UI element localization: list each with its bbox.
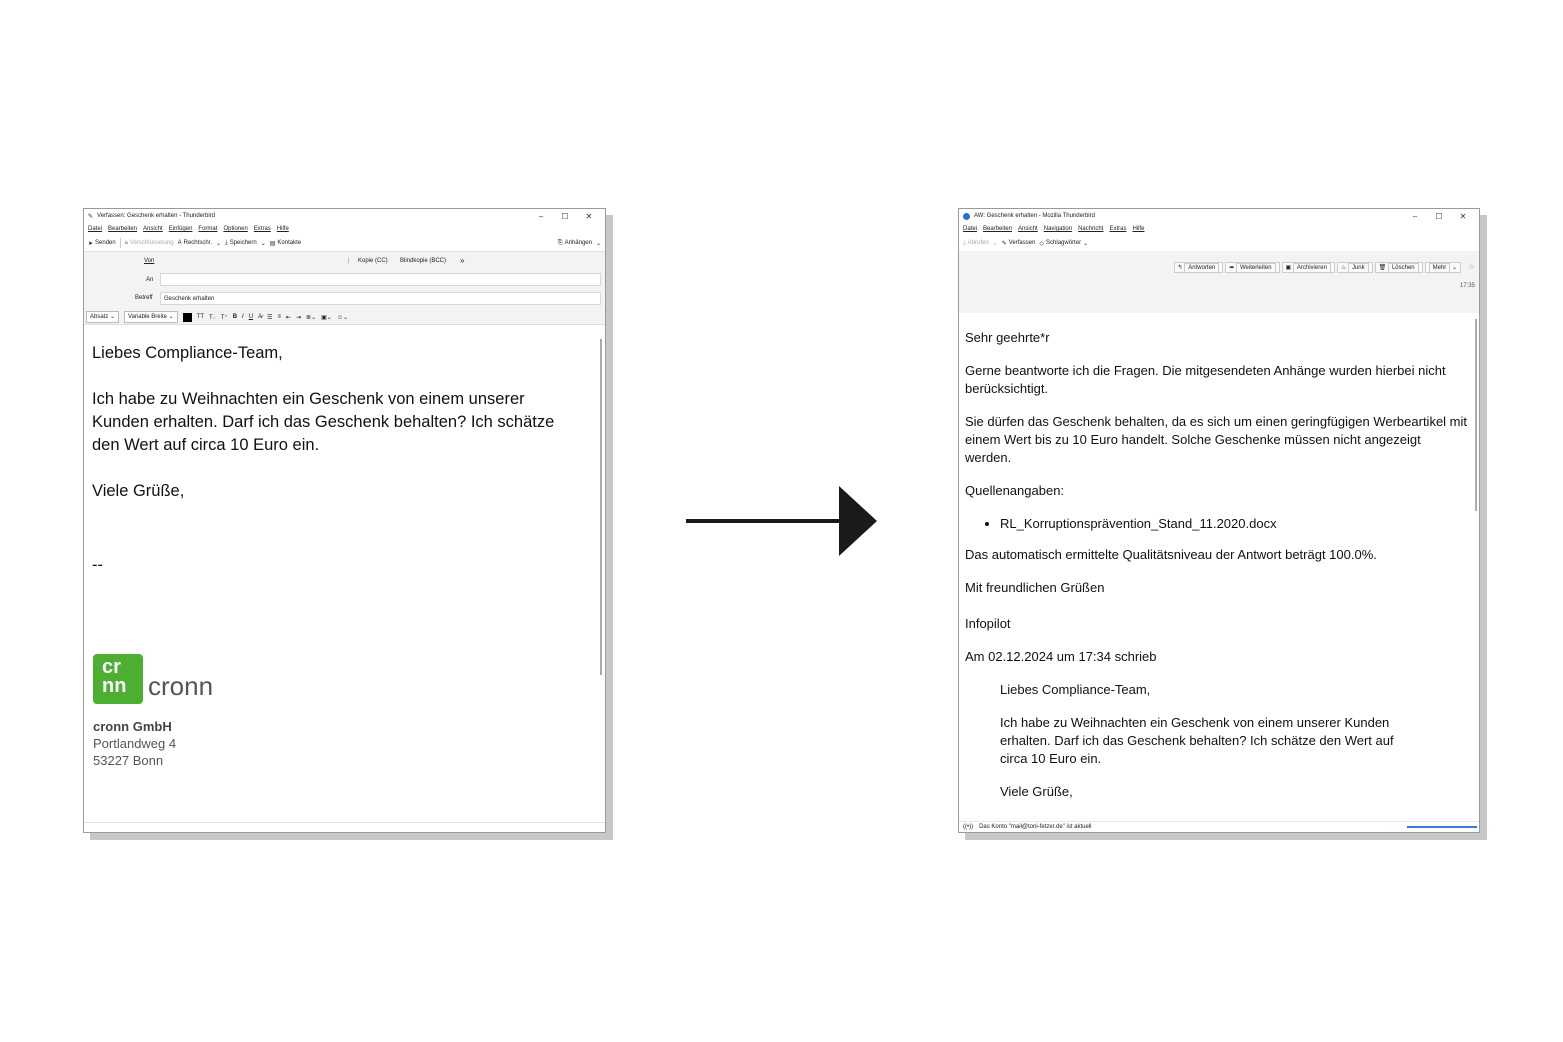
italic-icon[interactable]: I	[242, 314, 244, 320]
arrow-right-icon	[686, 486, 878, 556]
menu-datei[interactable]: Datei	[963, 226, 978, 232]
more-fields-icon[interactable]: »	[460, 256, 465, 265]
reader-menubar	[959, 223, 1479, 235]
maximize-button[interactable]: ☐	[561, 211, 569, 221]
subject-field[interactable]: Geschenk erhalten	[160, 292, 601, 305]
menu-format[interactable]: Format	[198, 226, 218, 232]
fetch-dropdown[interactable]	[993, 240, 998, 247]
menu-hilfe[interactable]: Hilfe	[1132, 226, 1145, 232]
sources-label: Quellenangaben:	[965, 483, 1065, 498]
answer-main: Sie dürfen das Geschenk behalten, da es sich um einen geringfügigen Werbeartikel mit einem Wert bis zu 10 Euro handelt. Solche Geschenke müssen nicht angezeigt werden.	[965, 414, 1467, 465]
sender-name: Infopilot	[965, 616, 1011, 631]
reader-titlebar	[959, 209, 1479, 223]
reply-button[interactable]: ↰ Antworten	[1174, 262, 1224, 273]
bold-icon[interactable]: B	[232, 314, 238, 320]
message-time: 17:35	[1459, 283, 1475, 289]
minimize-button[interactable]: –	[1412, 211, 1418, 221]
body-text: Ich habe zu Weihnachten ein Geschenk von einem unserer Kunden erhalten. Darf ich das Geschenk behalten? Ich schätze den Wert auf circa 10 Euro ein.	[92, 390, 555, 454]
to-label: An	[146, 277, 154, 283]
encrypt-button[interactable]: 🔒︎ Verschlüsselung	[124, 239, 174, 246]
compose-scrollbar[interactable]	[600, 339, 602, 675]
compose-toolbar	[84, 235, 605, 252]
numbered-list-icon[interactable]: ≡	[277, 314, 281, 320]
download-icon: ⤓	[963, 239, 966, 246]
chevron-down-icon: ⌄	[992, 240, 998, 247]
maximize-button[interactable]: ☐	[1435, 211, 1443, 221]
outdent-icon[interactable]: ⇤	[285, 314, 292, 321]
salutation: Sehr geehrte*r	[965, 330, 1050, 345]
menu-ansicht[interactable]: Ansicht	[1018, 226, 1038, 232]
paragraph-select[interactable]: Absatz ⌄	[86, 311, 119, 323]
text-color-button[interactable]	[183, 313, 192, 322]
divider	[120, 238, 121, 248]
bullet-list-icon[interactable]: ☰	[267, 314, 273, 321]
quote-text: Ich habe zu Weihnachten ein Geschenk von einem unserer Kunden erhalten. Darf ich das Geschenk behalten? Ich schätze den Wert auf circa 10 Euro ein.	[1000, 715, 1394, 766]
lock-icon: 🔒︎	[124, 239, 128, 246]
underline-icon[interactable]: U	[248, 314, 254, 320]
delete-button[interactable]: 🗑︎ Löschen	[1375, 262, 1423, 273]
reader-title: AW: Geschenk erhalten - Mozilla Thunderbird	[974, 213, 1095, 219]
status-bar	[959, 821, 1479, 832]
forward-button[interactable]: ➦ Weiterleiten	[1225, 262, 1279, 273]
minimize-button[interactable]: –	[538, 211, 544, 221]
message-actions	[1174, 262, 1461, 273]
save-dropdown[interactable]	[261, 240, 266, 247]
progress-bar	[1407, 826, 1477, 828]
clear-format-icon[interactable]: A̷	[258, 314, 263, 320]
pencil-icon: ✎	[88, 213, 94, 220]
logo-mark: cr nn	[93, 654, 143, 704]
attach-button[interactable]: ⎘ Anhängen	[557, 239, 592, 246]
menu-nachricht[interactable]: Nachricht	[1078, 226, 1104, 232]
tag-icon: ◇	[1039, 240, 1045, 247]
compose-title: Verfassen: Geschenk erhalten - Thunderbird	[97, 213, 215, 219]
chevron-down-icon: ⌄	[1083, 240, 1089, 247]
company-city: 53227 Bonn	[93, 753, 164, 768]
menu-hilfe[interactable]: Hilfe	[276, 226, 289, 232]
body-greeting: Liebes Compliance-Team,	[92, 344, 283, 362]
menu-bearbeiten[interactable]: Bearbeiten	[983, 226, 1013, 232]
send-button[interactable]: ➤ Senden	[88, 240, 116, 247]
to-field[interactable]	[160, 273, 601, 286]
company-street: Portlandweg 4	[93, 736, 177, 751]
emoji-icon[interactable]: ☺⌄	[336, 314, 348, 321]
pencil-icon: ✎	[1001, 240, 1007, 247]
font-select[interactable]: Variable Breite ⌄	[124, 311, 178, 323]
paperclip-icon: ⎘	[557, 239, 563, 246]
address-book-icon: ▤	[269, 240, 276, 247]
spellcheck-icon: A	[177, 240, 182, 246]
status-text: Das Konto "mail@toni-fetzer.de" ist aktuell	[979, 824, 1092, 830]
logo-wordmark: cronn	[148, 670, 214, 701]
compose-body[interactable]	[92, 342, 582, 600]
more-button[interactable]: Mehr ⌄	[1425, 262, 1461, 273]
chevron-down-icon: ⌄	[260, 240, 266, 247]
quality-note: Das automatisch ermittelte Qualitätsniveau der Antwort beträgt 100.0%.	[965, 547, 1377, 562]
from-label: Von	[144, 258, 155, 264]
message-body	[965, 329, 1470, 816]
spelling-dropdown[interactable]	[216, 240, 221, 247]
compose-button[interactable]: ✎ Verfassen	[1001, 240, 1036, 247]
divider: |	[348, 258, 350, 264]
compose-menubar	[84, 223, 605, 235]
smaller-text-icon[interactable]: T₋	[209, 314, 216, 321]
cc-button[interactable]: Kopie (CC)	[358, 258, 388, 264]
archive-button[interactable]: ▣ Archivieren	[1282, 262, 1335, 273]
chevron-down-icon: ⌄	[216, 240, 222, 247]
thunderbird-icon	[963, 213, 970, 220]
body-closing: Viele Grüße,	[92, 482, 185, 500]
format-toolbar	[84, 310, 605, 325]
indent-icon[interactable]: ⇥	[296, 314, 302, 321]
font-size-icon[interactable]: TT	[196, 314, 205, 320]
signature-separator: --	[92, 556, 103, 574]
star-icon[interactable]: ☆	[1467, 262, 1475, 271]
attach-dropdown[interactable]	[596, 240, 601, 247]
message-header	[959, 251, 1479, 313]
save-button[interactable]: ⤓ Speichern	[225, 239, 257, 246]
menu-extras[interactable]: Extras	[253, 226, 271, 232]
regards: Mit freundlichen Grüßen	[965, 580, 1105, 595]
menu-extras[interactable]: Extras	[1109, 226, 1127, 232]
download-icon: ⤓	[225, 239, 228, 246]
quote-header: Am 02.12.2024 um 17:34 schrieb	[965, 649, 1157, 664]
from-row	[84, 252, 605, 271]
menu-datei[interactable]: Datei	[88, 226, 103, 232]
close-button[interactable]: ✕	[585, 211, 593, 221]
menu-einfuegen[interactable]: Einfügen	[168, 226, 193, 232]
larger-text-icon[interactable]: T⁺	[220, 314, 228, 321]
menu-ansicht[interactable]: Ansicht	[143, 226, 163, 232]
connection-icon: ((•))	[963, 824, 974, 830]
contacts-button[interactable]: ▤ Kontakte	[269, 240, 302, 247]
compose-bottom-border	[84, 822, 605, 823]
send-icon: ➤	[88, 240, 94, 247]
menu-bearbeiten[interactable]: Bearbeiten	[108, 226, 138, 232]
quoted-message	[965, 681, 1470, 801]
signature-address	[93, 718, 176, 769]
sources-list	[965, 515, 1470, 533]
fetch-button[interactable]: ⤓ Abrufen	[963, 239, 989, 246]
reader-toolbar	[959, 235, 1479, 251]
compose-window	[83, 208, 606, 833]
source-item: • RL_Korruptionsprävention_Stand_11.2020.docx	[1000, 515, 1470, 533]
bcc-button[interactable]: Blindkopie (BCC)	[400, 258, 447, 264]
company-logo	[93, 654, 213, 704]
subject-row	[84, 290, 605, 307]
subject-label: Betreff	[135, 295, 153, 301]
junk-button[interactable]: ♨ Junk	[1337, 262, 1373, 273]
menu-optionen[interactable]: Optionen	[223, 226, 248, 232]
compose-header	[84, 252, 605, 310]
spelling-button[interactable]: A Rechtschr.	[177, 240, 212, 246]
company-name: cronn GmbH	[93, 719, 172, 734]
reader-window	[958, 208, 1480, 833]
compose-titlebar	[84, 209, 605, 223]
reader-scrollbar[interactable]	[1475, 319, 1477, 511]
tags-button[interactable]: ◇ Schlagwörter ⌄	[1039, 240, 1089, 247]
insert-image-icon[interactable]: ▣⌄	[321, 314, 332, 321]
answer-intro: Gerne beantworte ich die Fragen. Die mitgesendeten Anhänge wurden hierbei nicht berücksichtigt.	[965, 363, 1446, 396]
to-row	[84, 271, 605, 290]
menu-navigation[interactable]: Navigation	[1043, 226, 1073, 232]
quote-closing: Viele Grüße,	[1000, 784, 1073, 799]
chevron-down-icon: ⌄	[595, 240, 601, 247]
align-icon[interactable]: ≣⌄	[306, 314, 317, 321]
quote-greeting: Liebes Compliance-Team,	[1000, 682, 1151, 697]
close-button[interactable]: ✕	[1459, 211, 1467, 221]
